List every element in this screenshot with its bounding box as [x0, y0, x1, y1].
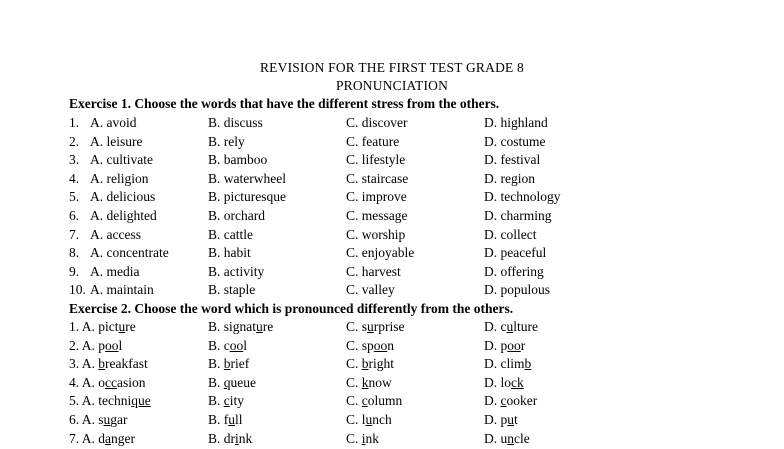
option-text-after: gar: [110, 412, 128, 427]
option-text-after: asion: [117, 374, 146, 390]
option-text-after: rief: [230, 356, 250, 372]
option-text-after: olumn: [367, 393, 403, 409]
underlined-sound: i: [235, 430, 239, 446]
underlined-sound: n: [507, 430, 514, 446]
option-b: B. waterwheel: [208, 170, 286, 186]
underlined-sound: u: [506, 319, 514, 334]
option-b: [208, 431, 252, 447]
option-d: D. technology: [484, 189, 561, 205]
option-text-after: re: [125, 319, 136, 334]
option-b: [208, 375, 256, 391]
option-c: C. discover: [346, 115, 408, 130]
option-text-before: C.: [346, 374, 362, 390]
underlined-sound: u: [367, 319, 374, 334]
underlined-sound: cc: [105, 374, 117, 390]
option-c: C. feature: [346, 133, 400, 149]
option-text-before: C. sp: [346, 337, 374, 353]
option-text-before: C.: [346, 430, 362, 446]
underlined-sound: a: [105, 430, 112, 446]
option-a: A. concentrate: [90, 245, 169, 261]
underlined-sound: oo: [507, 337, 521, 353]
question-number: 2.: [69, 133, 80, 149]
underlined-sound: i: [361, 430, 366, 446]
option-text-before: C.: [346, 356, 362, 372]
option-text-after: rprise: [373, 319, 405, 334]
exercise1-row: [0, 208, 784, 226]
underlined-sound: b: [524, 356, 532, 372]
page-subtitle: PRONUNCIATION: [335, 78, 449, 93]
option-d: D. festival: [484, 152, 541, 168]
option-d: [484, 319, 538, 335]
option-b: B. activity: [208, 263, 265, 279]
question-number: 1.: [69, 115, 80, 130]
underlined-sound: oo: [373, 337, 388, 353]
exercise1-row: [0, 227, 784, 245]
question-number: 9.: [69, 263, 80, 279]
option-c: [346, 375, 392, 391]
option-text-after: t: [514, 412, 518, 427]
exercise1-row: [0, 171, 784, 189]
option-c: C. valley: [346, 282, 395, 298]
option-text-before: B. dr: [208, 430, 235, 446]
option-b: [208, 412, 243, 428]
option-text-before: B. c: [208, 337, 230, 353]
option-text-before: 6. A. s: [69, 412, 104, 427]
option-a: A. maintain: [90, 282, 154, 298]
underlined-sound: q: [223, 374, 231, 390]
option-c: C. staircase: [346, 170, 409, 186]
option-c: C. lifestyle: [346, 152, 406, 168]
option-b: B. cattle: [208, 226, 253, 242]
option-text-after: n: [387, 337, 395, 353]
option-text-before: 5. A. techni: [69, 393, 132, 409]
option-text-before: B.: [208, 356, 224, 372]
option-b: B. bamboo: [208, 152, 268, 168]
option-text-before: 4. A. o: [69, 374, 106, 390]
underlined-sound: b: [223, 356, 231, 372]
option-d: D. collect: [484, 226, 537, 242]
option-b: [208, 356, 249, 372]
exercise2-row: [0, 393, 784, 411]
option-text-after: r: [520, 337, 526, 353]
option-text-after: now: [368, 374, 392, 390]
exercise2-heading: Exercise 2. Choose the word which is pronounced differently from the others.: [69, 301, 514, 316]
option-a: [69, 356, 148, 372]
option-d: [484, 375, 524, 391]
question-number: 8.: [69, 245, 80, 261]
option-b: B. picturesque: [208, 189, 286, 205]
option-text-after: nk: [238, 430, 253, 446]
underlined-sound: b: [361, 356, 369, 372]
option-d: [484, 338, 525, 354]
exercise1-row: [0, 245, 784, 263]
underlined-sound: que: [131, 393, 151, 409]
option-c: [346, 356, 394, 372]
option-d: [484, 431, 530, 447]
question-number: 5.: [69, 189, 80, 205]
option-c: [346, 412, 392, 428]
option-a: [69, 319, 136, 335]
option-d: D. region: [484, 170, 535, 186]
question-number: 3.: [69, 152, 80, 168]
option-text-after: nger: [111, 430, 136, 446]
exercise1-row: [0, 152, 784, 170]
option-text-before: C. l: [346, 412, 366, 427]
exercise1-heading: Exercise 1. Choose the words that have the different stress from the others.: [69, 96, 500, 111]
option-text-before: B.: [208, 374, 224, 390]
option-a: [69, 431, 135, 447]
option-c: [346, 431, 379, 447]
option-d: D. offering: [484, 263, 544, 279]
option-text-before: B. f: [208, 412, 229, 427]
underlined-sound: c: [361, 393, 368, 409]
option-a: [69, 393, 151, 409]
option-b: [208, 319, 273, 335]
option-a: [69, 412, 128, 428]
option-text-after: lture: [513, 319, 538, 334]
option-d: D. highland: [484, 115, 548, 130]
underlined-sound: c: [500, 393, 507, 409]
option-b: B. staple: [208, 282, 256, 298]
question-number: 4.: [69, 170, 80, 186]
option-text-before: 7. A. d: [69, 430, 106, 446]
option-text-before: C. s: [346, 319, 368, 334]
option-a: A. avoid: [90, 115, 137, 130]
option-b: B. habit: [208, 245, 251, 261]
exercise2-row: [0, 412, 784, 430]
underlined-sound: oo: [105, 337, 119, 353]
option-text-after: ll: [235, 412, 243, 427]
option-text-before: D. u: [484, 430, 508, 446]
option-a: A. cultivate: [90, 152, 153, 168]
option-b: [208, 338, 247, 354]
exercise2-row: [0, 356, 784, 374]
option-b: [208, 393, 244, 409]
option-text-before: C.: [346, 393, 362, 409]
underlined-sound: ck: [511, 374, 524, 390]
option-a: A. delighted: [90, 208, 157, 223]
option-text-before: D. p: [484, 412, 508, 427]
option-a: [69, 338, 122, 354]
option-c: C. enjoyable: [346, 245, 415, 261]
option-text-before: D.: [484, 393, 501, 409]
underlined-sound: u: [365, 412, 373, 427]
option-a: A. leisure: [90, 133, 143, 149]
exercise2-row: [0, 338, 784, 356]
option-c: C. harvest: [346, 263, 401, 279]
exercise1-row: [0, 264, 784, 282]
option-text-before: 2. A. p: [69, 337, 106, 353]
underlined-sound: u: [507, 412, 514, 427]
option-d: D. peaceful: [484, 245, 547, 261]
option-c: C. message: [346, 208, 408, 223]
option-c: C. worship: [346, 226, 406, 242]
option-text-before: B. signat: [208, 319, 257, 334]
exercise1-row: [0, 134, 784, 152]
option-text-after: nch: [372, 412, 392, 427]
option-a: A. delicious: [90, 189, 156, 205]
option-c: [346, 319, 405, 335]
option-text-before: D. p: [484, 337, 508, 353]
question-number: 6.: [69, 208, 80, 223]
option-d: [484, 393, 537, 409]
exercise2-row: [0, 375, 784, 393]
underlined-sound: k: [361, 374, 369, 390]
exercise1-row: [0, 189, 784, 207]
option-b: B. orchard: [208, 208, 265, 223]
option-text-after: reakfast: [105, 356, 148, 372]
underlined-sound: b: [98, 356, 106, 372]
option-a: A. media: [90, 263, 140, 279]
underlined-sound: u: [103, 412, 111, 427]
underlined-sound: oo: [229, 337, 244, 353]
exercise2-row: [0, 319, 784, 337]
option-a: A. religion: [90, 170, 149, 186]
option-text-after: cle: [514, 430, 530, 446]
option-c: [346, 393, 402, 409]
option-b: B. rely: [208, 133, 245, 149]
option-text-after: ity: [229, 393, 245, 409]
option-d: [484, 412, 518, 428]
option-text-before: D. c: [484, 319, 507, 334]
option-text-after: ooker: [506, 393, 538, 409]
question-number: 7.: [69, 226, 80, 242]
option-text-after: right: [368, 356, 395, 372]
page-title: REVISION FOR THE FIRST TEST GRADE 8: [259, 60, 525, 75]
exercise1-row: [0, 115, 784, 133]
option-d: [484, 356, 531, 372]
option-text-after: l: [118, 337, 123, 353]
option-a: A. access: [90, 226, 141, 242]
option-d: D. costume: [484, 133, 546, 149]
exercise1-row: [0, 282, 784, 300]
option-text-after: re: [262, 319, 274, 334]
question-number: 10.: [69, 282, 86, 298]
option-text-after: l: [243, 337, 248, 353]
underlined-sound: c: [223, 393, 230, 409]
option-text-before: D. lo: [484, 374, 511, 390]
underlined-sound: u: [256, 319, 263, 334]
option-c: [346, 338, 394, 354]
underlined-sound: u: [118, 319, 126, 334]
option-text-after: ueue: [230, 374, 256, 390]
option-d: D. charming: [484, 208, 552, 223]
option-text-after: nk: [365, 430, 380, 446]
option-text-before: 3. A.: [69, 356, 99, 372]
underlined-sound: u: [228, 412, 235, 427]
option-text-before: 1. A. pict: [69, 319, 119, 334]
option-b: B. discuss: [208, 115, 263, 130]
exercise2-row: [0, 431, 784, 449]
option-text-before: B.: [208, 393, 224, 409]
option-d: D. populous: [484, 282, 551, 298]
option-text-before: D. clim: [484, 356, 525, 372]
option-c: C. improve: [346, 189, 407, 205]
option-a: [69, 375, 146, 391]
